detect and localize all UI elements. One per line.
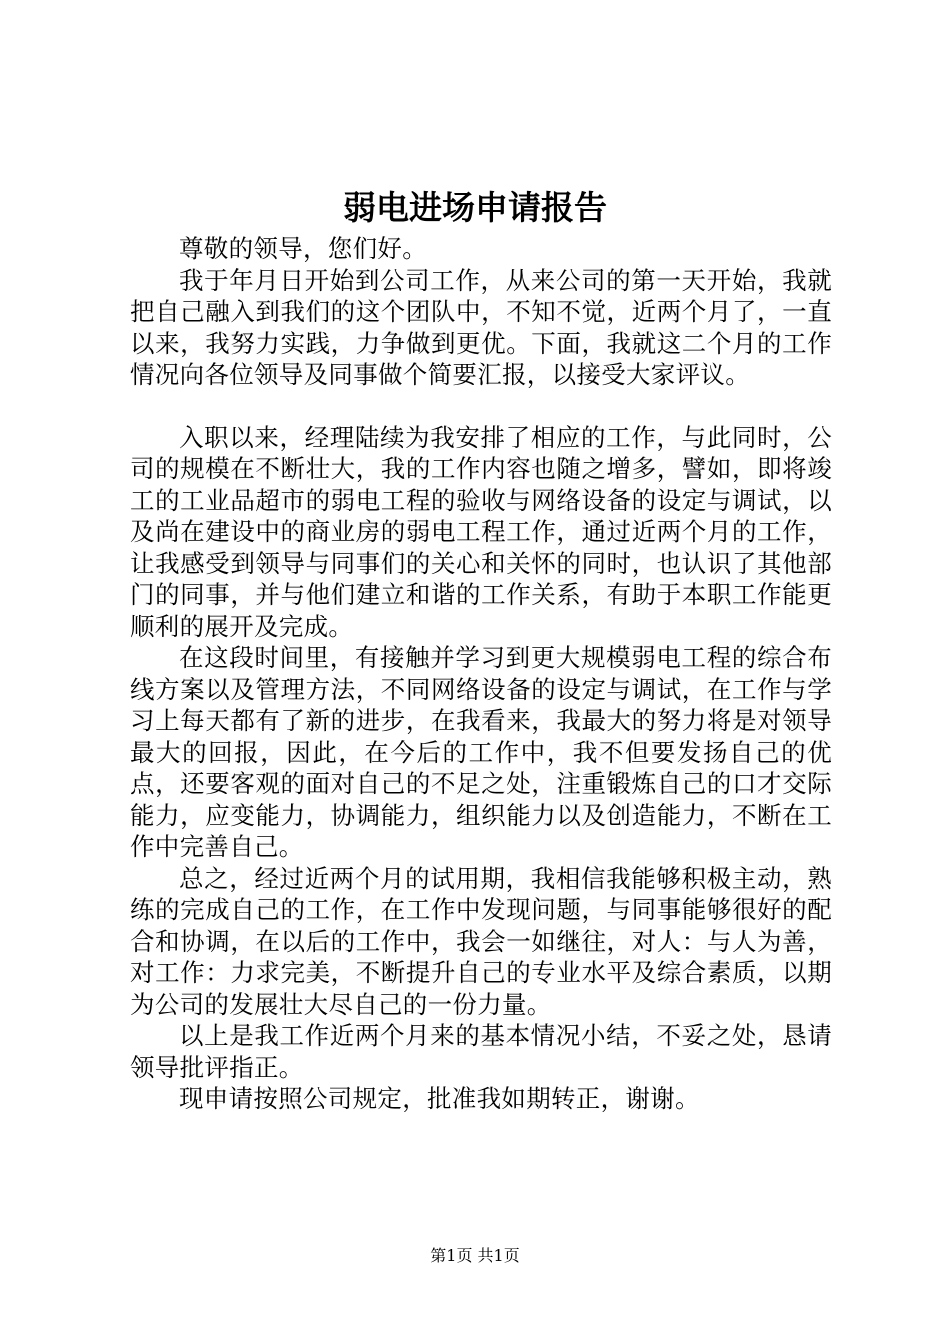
page-number-footer: 第1页 共1页	[430, 1246, 520, 1265]
document-title: 弱电进场申请报告	[343, 188, 607, 227]
work-summary-paragraph: 入职以来，经理陆续为我安排了相应的工作，与此同时，公司的规模在不断壮大，我的工作内容也随之增多，譬如，即将竣工的工业品超市的弱电工程的验收与网络设备的设定与调试，以及尚在建设中的商业房的弱电工程工作，通过近两个月的工作，让我感受到领导与同事们的关心和关怀的同时，也认识了其他部门的同事，并与他们建立和谐的工作关系，有助于本职工作能更顺利的展开及完成。	[130, 422, 832, 641]
request-paragraph: 现申请按照公司规定，批准我如期转正，谢谢。	[179, 1084, 700, 1113]
learning-paragraph: 在这段时间里，有接触并学习到更大规模弱电工程的综合布线方案以及管理方法，不同网络设备的设定与调试，在工作与学习上每天都有了新的进步，在我看来，我最大的努力将是对领导最大的回报，因此，在今后的工作中，我不但要发扬自己的优点，还要客观的面对自己的不足之处，注重锻炼自己的口才交际能力，应变能力，协调能力，组织能力以及创造能力，不断在工作中完善自己。	[130, 643, 832, 861]
closing-paragraph: 以上是我工作近两个月来的基本情况小结，不妥之处，恳请领导批评指正。	[130, 1021, 832, 1082]
conclusion-paragraph: 总之，经过近两个月的试用期，我相信我能够积极主动，熟练的完成自己的工作，在工作中发现问题，与同事能够很好的配合和协调，在以后的工作中，我会一如继往，对人：与人为善，对工作：力求完美，不断提升自己的专业水平及综合素质，以期为公司的发展壮大尽自己的一份力量。	[130, 863, 832, 1019]
document-body	[130, 233, 832, 1115]
salutation-paragraph: 尊敬的领导，您们好。	[179, 234, 427, 263]
intro-paragraph: 我于年月日开始到公司工作，从来公司的第一天开始，我就把自己融入到我们的这个团队中，不知不觉，近两个月了，一直以来，我努力实践，力争做到更优。下面，我就这二个月的工作情况向各位领导及同事做个简要汇报，以接受大家评议。	[130, 265, 832, 389]
